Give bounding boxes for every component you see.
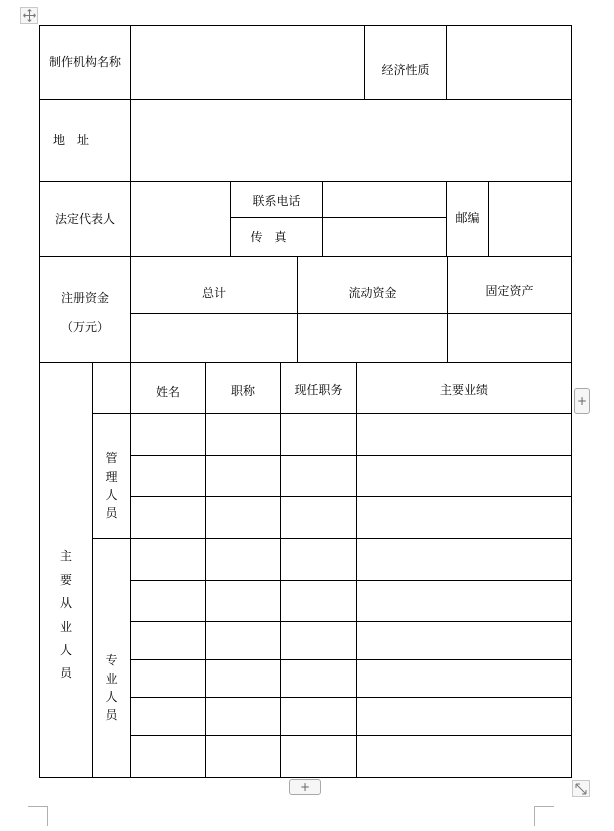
org-nature-label: 经济性质 — [381, 63, 430, 78]
table-row[interactable] — [131, 497, 571, 538]
table-row[interactable] — [131, 736, 571, 777]
fax-label: 传 真 — [250, 229, 287, 244]
professional-label — [93, 539, 130, 777]
working-capital-label: 流动资金 — [348, 285, 397, 300]
main-staff-label — [40, 363, 92, 777]
address-field[interactable] — [131, 100, 571, 181]
table-row[interactable] — [131, 456, 571, 496]
col-position-header: 现任职务 — [294, 383, 343, 398]
professional-char: 人 — [105, 690, 118, 704]
phone-label: 联系电话 — [252, 194, 301, 209]
col-title-header: 职称 — [230, 383, 255, 398]
management-char: 人 — [105, 488, 118, 502]
resize-icon — [575, 783, 587, 795]
main-staff-char: 人 — [59, 642, 72, 657]
move-icon — [23, 9, 36, 22]
management-char: 管 — [105, 451, 118, 466]
table-row[interactable] — [131, 539, 571, 580]
table-row[interactable] — [131, 622, 571, 659]
table-resize-handle[interactable] — [572, 780, 590, 797]
table-row[interactable] — [131, 660, 571, 697]
phone-field[interactable] — [323, 182, 446, 217]
management-label — [93, 414, 130, 538]
total-field[interactable] — [131, 314, 297, 362]
main-staff-char: 员 — [59, 666, 72, 681]
main-staff-char: 主 — [59, 549, 72, 564]
org-nature-field[interactable] — [447, 26, 571, 99]
capital-label-line1: 注册资金 — [60, 291, 109, 306]
add-row-button[interactable] — [289, 779, 321, 795]
working-capital-field[interactable] — [298, 314, 447, 362]
management-char: 员 — [105, 506, 118, 521]
col-achievements-header: 主要业绩 — [439, 383, 488, 398]
legal-rep-label: 法定代表人 — [54, 211, 115, 226]
postcode-field[interactable] — [489, 182, 571, 256]
margin-corner-right — [534, 806, 554, 826]
capital-label — [40, 257, 130, 362]
professional-char: 专 — [105, 653, 118, 668]
org-name-field[interactable] — [131, 26, 364, 99]
add-column-button[interactable] — [574, 388, 590, 414]
postcode-label: 邮编 — [455, 210, 480, 225]
main-staff-char: 业 — [59, 619, 72, 634]
table-move-handle[interactable] — [20, 7, 38, 24]
capital-label-line2: （万元） — [60, 319, 109, 334]
management-char: 理 — [105, 469, 118, 484]
fax-field[interactable] — [323, 218, 446, 256]
margin-corner-left — [28, 806, 48, 826]
professional-char: 业 — [105, 671, 118, 686]
col-name-header: 姓名 — [155, 384, 180, 399]
fixed-assets-label: 固定资产 — [485, 283, 534, 298]
table-row[interactable] — [131, 581, 571, 621]
address-label: 地 址 — [52, 133, 89, 148]
org-name-label: 制作机构名称 — [48, 55, 121, 70]
table-row[interactable] — [131, 414, 571, 455]
professional-char: 员 — [105, 708, 118, 723]
main-staff-char: 要 — [59, 572, 72, 587]
table-row[interactable] — [131, 698, 571, 735]
plus-icon: + — [299, 780, 311, 794]
plus-icon: + — [576, 394, 588, 408]
main-staff-char: 从 — [59, 596, 72, 611]
fixed-assets-field[interactable] — [448, 314, 571, 362]
legal-rep-field[interactable] — [131, 182, 230, 256]
total-label: 总计 — [201, 285, 226, 300]
